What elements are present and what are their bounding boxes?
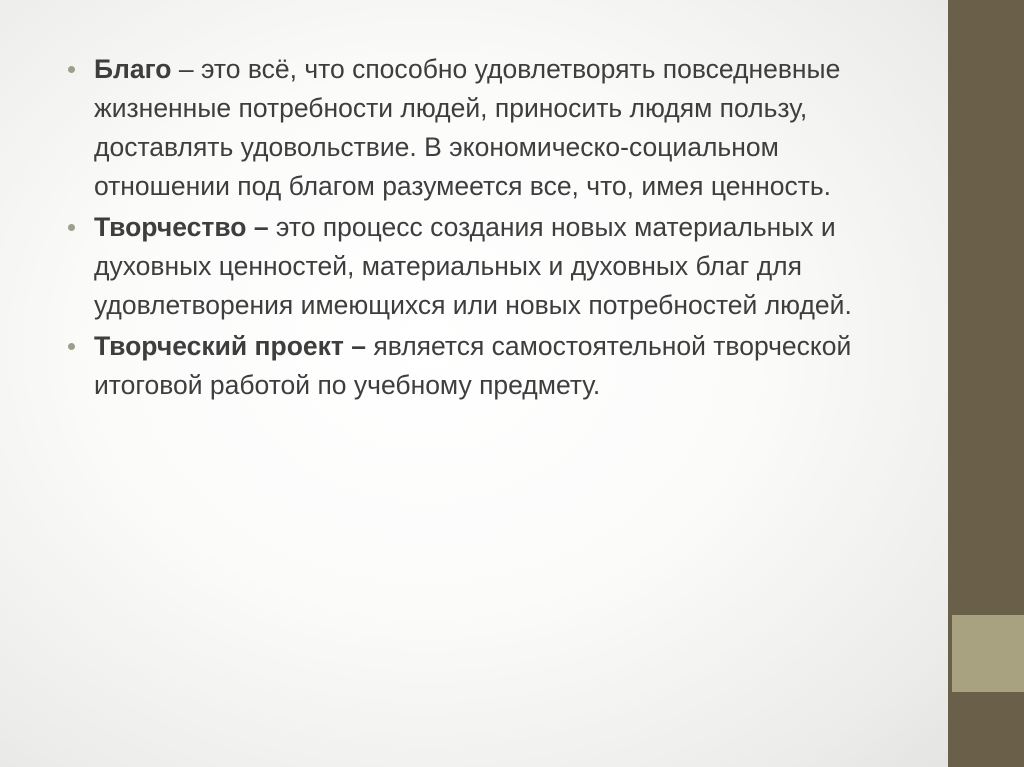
bullet-dot-icon: [68, 66, 75, 73]
bullet-dot-icon: [68, 224, 75, 231]
bullet-item-blago: [68, 50, 908, 206]
bullet-text: – это всё, что способно удовлетворять повседневные жизненные потребности людей, приносить людям пользу, доставлять удовольствие. В экономическо-социальном отношении под благом разумеется все, что, имея ценность.: [94, 54, 841, 201]
bullet-text: это процесс создания новых материальных и духовных ценностей, материальных и духовных благ для удовлетворения имеющихся или новых потребностей людей.: [94, 212, 852, 320]
bullet-term: Творческий проект –: [94, 331, 367, 361]
bullet-term: Благо: [94, 54, 172, 84]
slide-content: [68, 50, 908, 407]
bullet-item-tvorcheskiy-proekt: [68, 327, 908, 405]
bullet-term: Творчество –: [94, 212, 269, 242]
side-panel-accent: [952, 615, 1024, 692]
bullet-text: является самостоятельной творческой итоговой работой по учебному предмету.: [94, 331, 852, 400]
bullet-dot-icon: [68, 343, 75, 350]
bullet-item-tvorchestvo: [68, 208, 908, 325]
